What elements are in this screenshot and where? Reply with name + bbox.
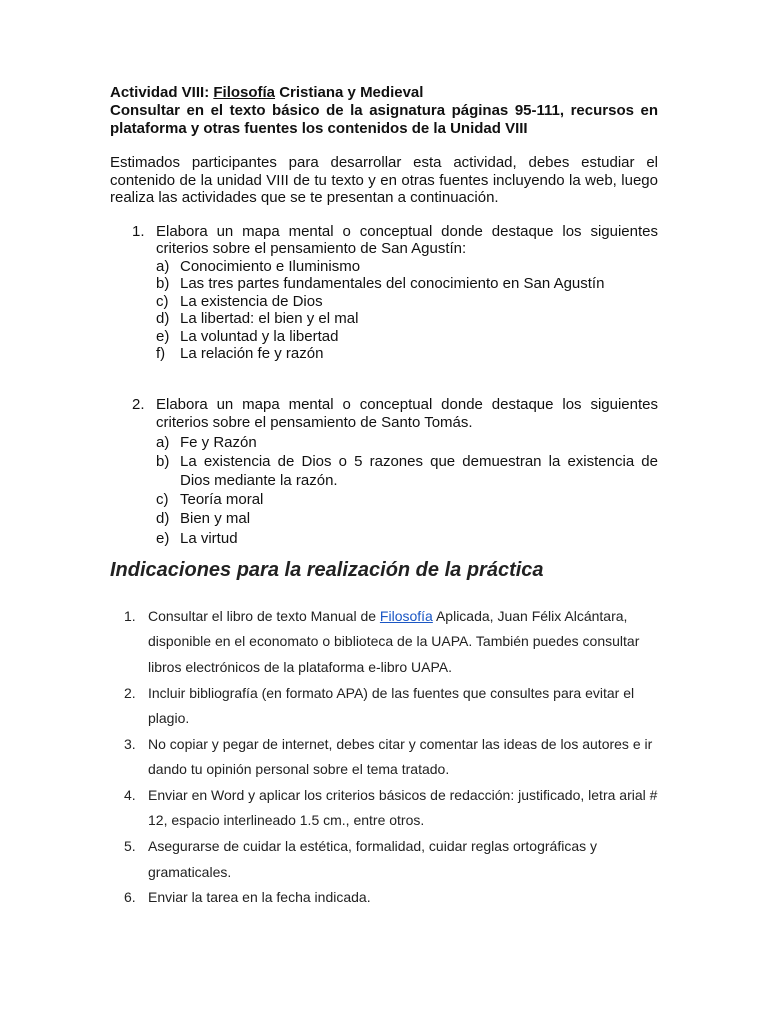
item-text: La voluntad y la libertad [180, 327, 339, 345]
list-item [156, 345, 658, 363]
item-text: La virtud [180, 529, 238, 547]
item-text: Enviar la tarea en la fecha indicada. [148, 889, 371, 906]
item-number: 5. [124, 838, 136, 855]
indications-list [110, 604, 658, 911]
list-item [124, 885, 658, 911]
item-text: La relación fe y razón [180, 345, 324, 362]
list-item [156, 310, 658, 328]
document-subtitle: Consultar en el texto básico de la asignatura páginas 95-111, recursos en plataforma y otras fuentes los contenidos de la Unidad VIII [110, 102, 658, 137]
item-number: 1. [124, 607, 136, 624]
question-text: Elabora un mapa mental o conceptual donde destaque los siguientes criterios sobre el pensamiento de Santo Tomás. [156, 395, 658, 431]
item-text: Teoría moral [180, 491, 264, 509]
question-number: 2. [132, 395, 145, 413]
item-letter: f) [156, 345, 166, 362]
list-item [156, 328, 658, 346]
item-number: 3. [124, 735, 136, 752]
list-item [124, 783, 658, 834]
title-link-filosofia[interactable]: Filosofía [213, 84, 276, 101]
item-text-pre: Consultar el libro de texto Manual de [148, 607, 380, 624]
item-number: 2. [124, 684, 136, 701]
item-text: La libertad: el bien y el mal [180, 310, 359, 327]
question-2 [110, 396, 658, 548]
list-item [124, 732, 658, 783]
list-item [124, 681, 658, 732]
item-text: No copiar y pegar de internet, debes citar y comentar las ideas de los autores e ir dando tu opinión personal sobre el tema tratado. [148, 735, 653, 778]
item-text: Las tres partes fundamentales del conocimiento en San Agustín [180, 275, 605, 292]
item-text: La existencia de Dios o 5 razones que demuestran la existencia de Dios mediante la razón. [180, 452, 658, 489]
question-number: 1. [132, 222, 145, 240]
item-letter: c) [156, 491, 169, 509]
list-item [156, 490, 658, 509]
list-item [156, 275, 658, 293]
list-item [156, 433, 658, 452]
item-text: Bien y mal [180, 510, 251, 528]
list-item [156, 293, 658, 311]
item-text: Incluir bibliografía (en formato APA) de las fuentes que consultes para evitar el plagio. [148, 684, 635, 727]
list-item [156, 258, 658, 276]
item-letter: e) [156, 327, 170, 345]
item-letter: b) [156, 275, 170, 292]
item-letter: d) [156, 310, 170, 327]
list-item [156, 452, 658, 490]
item-text: Fe y Razón [180, 433, 257, 451]
question-text: Elabora un mapa mental o conceptual donde destaque los siguientes criterios sobre el pensamiento de San Agustín: [156, 222, 658, 257]
item-number: 4. [124, 786, 136, 803]
document-title [110, 84, 658, 102]
list-item [156, 509, 658, 528]
item-text: Enviar en Word y aplicar los criterios básicos de redacción: justificado, letra arial # 12, espacio interlineado 1.5 cm., entre otros. [148, 786, 658, 829]
item-text [148, 604, 658, 681]
intro-paragraph: Estimados participantes para desarrollar esta actividad, debes estudiar el contenido de la unidad VIII de tu texto y en otras fuentes incluyendo la web, luego realiza las actividades que se te presentan a continuación. [110, 154, 658, 206]
list-item [124, 604, 658, 681]
link-filosofia[interactable]: Filosofía [379, 607, 433, 624]
item-letter: d) [156, 510, 170, 528]
title-suffix: Cristiana y Medieval [275, 84, 424, 101]
document-page [110, 84, 658, 911]
item-text: Asegurarse de cuidar la estética, formalidad, cuidar reglas ortográficas y gramaticales. [148, 838, 597, 880]
item-text: Conocimiento e Iluminismo [180, 257, 361, 275]
title-prefix: Actividad VIII: [110, 84, 214, 101]
item-text-post: Aplicada, Juan Félix Alcántara, disponible en el economato o biblioteca de la UAPA. También puedes consultar libros electrónicos de la plataforma e-libro UAPA. [148, 607, 640, 675]
item-letter: b) [156, 452, 170, 470]
item-text: La existencia de Dios [180, 292, 323, 310]
item-number: 6. [124, 889, 136, 906]
list-item [124, 834, 658, 885]
item-letter: a) [156, 257, 170, 275]
item-letter: e) [156, 529, 170, 547]
list-item [156, 529, 658, 548]
item-letter: a) [156, 433, 170, 451]
question-1 [110, 223, 658, 363]
indications-heading: Indicaciones para la realización de la práctica [110, 558, 544, 581]
item-letter: c) [156, 292, 169, 310]
